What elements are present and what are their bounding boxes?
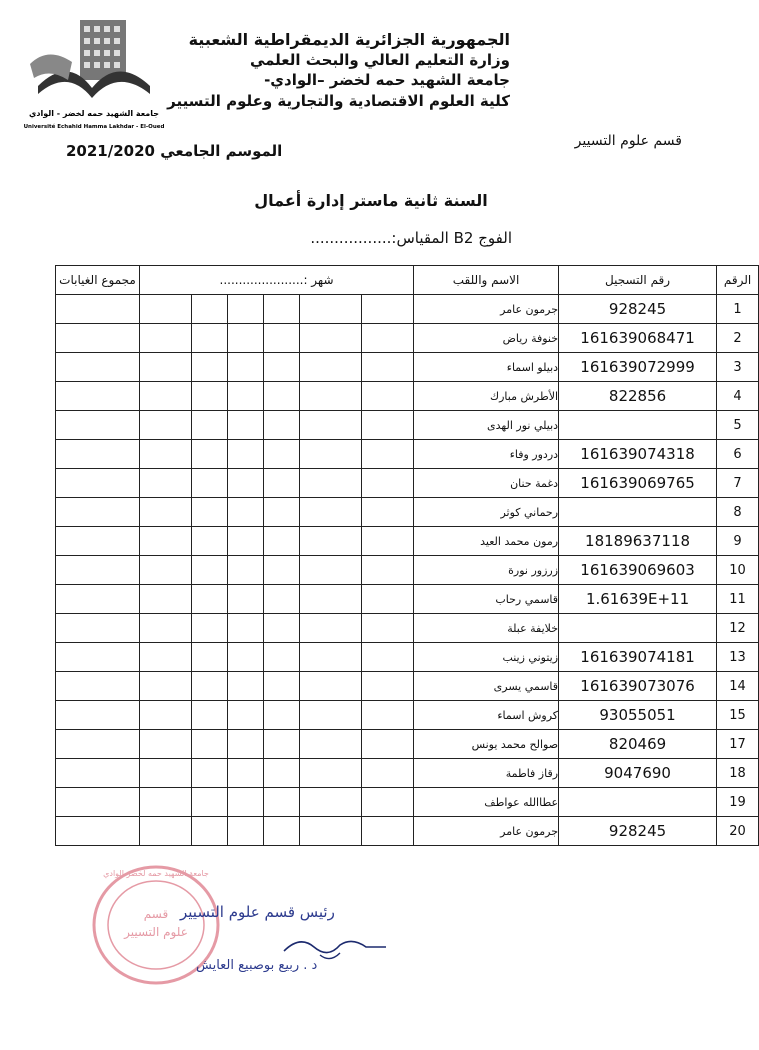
attendance-cell [362,614,414,643]
attendance-cell [140,353,192,382]
attendance-cell [362,730,414,759]
attendance-cell [300,295,362,324]
header-name: الاسم واللقب [414,266,559,295]
attendance-cell [264,817,300,846]
student-name: قاسمي رحاب [414,585,559,614]
table-row [56,701,759,730]
total-absences-cell [56,672,140,701]
attendance-cell [140,556,192,585]
attendance-cell [300,643,362,672]
student-name: زرزور نورة [414,556,559,585]
attendance-cell [192,701,228,730]
total-absences-cell [56,788,140,817]
attendance-cell [228,411,264,440]
row-number: 4 [717,382,759,411]
attendance-cell [264,527,300,556]
attendance-cell [300,382,362,411]
registration-number: 820469 [559,730,717,759]
attendance-cell [228,527,264,556]
attendance-cell [192,643,228,672]
row-number: 3 [717,353,759,382]
attendance-cell [300,701,362,730]
student-name: دبيلو اسماء [414,353,559,382]
row-number: 7 [717,469,759,498]
attendance-cell [192,817,228,846]
total-absences-cell [56,585,140,614]
total-absences-cell [56,295,140,324]
attendance-cell [228,440,264,469]
header-number: الرقم [717,266,759,295]
registration-number [559,411,717,440]
registration-number: 161639072999 [559,353,717,382]
table-header-row [56,266,759,295]
attendance-cell [192,788,228,817]
table-row [56,324,759,353]
row-number: 13 [717,643,759,672]
registration-number: 822856 [559,382,717,411]
attendance-cell [228,817,264,846]
attendance-cell [300,817,362,846]
attendance-cell [192,411,228,440]
attendance-cell [362,672,414,701]
stamp-center-text: علوم التسيير [124,925,188,939]
attendance-cell [264,759,300,788]
attendance-cell [300,353,362,382]
attendance-cell [264,498,300,527]
attendance-cell [192,295,228,324]
attendance-cell [192,527,228,556]
attendance-cell [362,759,414,788]
student-name: رقاز فاطمة [414,759,559,788]
attendance-cell [362,527,414,556]
attendance-cell [192,614,228,643]
attendance-cell [362,411,414,440]
attendance-cell [362,440,414,469]
attendance-cell [300,324,362,353]
header-ministry: وزارة التعليم العالي والبحث العلمي [249,51,510,69]
attendance-cell [140,585,192,614]
row-number: 8 [717,498,759,527]
attendance-cell [264,701,300,730]
total-absences-cell [56,353,140,382]
attendance-cell [192,672,228,701]
row-number: 12 [717,614,759,643]
student-name: خلايفة عبلة [414,614,559,643]
registration-number: 161639074318 [559,440,717,469]
row-number: 18 [717,759,759,788]
attendance-cell [228,730,264,759]
student-name: كروش اسماء [414,701,559,730]
total-absences-cell [56,440,140,469]
group-subject-line: الفوج B2 المقياس:................. [310,229,512,247]
row-number: 2 [717,324,759,353]
table-row [56,527,759,556]
total-absences-cell [56,411,140,440]
attendance-cell [192,324,228,353]
attendance-cell [300,556,362,585]
student-name: جرمون عامر [414,295,559,324]
student-name: الأطرش مبارك [414,382,559,411]
attendance-cell [362,295,414,324]
attendance-cell [192,382,228,411]
table-row [56,411,759,440]
table-row [56,469,759,498]
total-absences-cell [56,324,140,353]
total-absences-cell [56,556,140,585]
attendance-cell [228,353,264,382]
attendance-cell [362,643,414,672]
attendance-cell [264,295,300,324]
attendance-cell [300,788,362,817]
attendance-cell [300,469,362,498]
table-row [56,643,759,672]
row-number: 11 [717,585,759,614]
attendance-cell [264,324,300,353]
total-absences-cell [56,614,140,643]
header-total-absences: مجموع الغيابات [56,266,140,295]
attendance-cell [140,382,192,411]
table-row [56,440,759,469]
attendance-cell [228,295,264,324]
attendance-cell [300,585,362,614]
row-number: 15 [717,701,759,730]
student-name: رمون محمد العيد [414,527,559,556]
student-name: عطاالله عواطف [414,788,559,817]
signature-scribble [280,925,390,965]
department-name: قسم علوم التسيير [574,133,682,149]
header-registration: رقم التسجيل [559,266,717,295]
attendance-cell [140,527,192,556]
attendance-cell [140,295,192,324]
attendance-cell [140,817,192,846]
registration-number: 161639068471 [559,324,717,353]
attendance-cell [300,498,362,527]
attendance-cell [140,498,192,527]
student-name: قاسمي يسرى [414,672,559,701]
attendance-cell [192,730,228,759]
attendance-cell [300,614,362,643]
signature-title: رئيس قسم علوم التسيير [180,903,335,921]
attendance-cell [228,643,264,672]
table-row [56,672,759,701]
attendance-cell [264,382,300,411]
row-number: 9 [717,527,759,556]
registration-number: 1.61639E+11 [559,585,717,614]
attendance-cell [264,469,300,498]
attendance-cell [140,701,192,730]
row-number: 19 [717,788,759,817]
registration-number: 93055051 [559,701,717,730]
attendance-cell [264,614,300,643]
table-row [56,382,759,411]
attendance-cell [192,556,228,585]
registration-number: 161639074181 [559,643,717,672]
attendance-cell [192,498,228,527]
table-row [56,585,759,614]
attendance-cell [228,672,264,701]
attendance-table [55,265,759,846]
attendance-cell [300,672,362,701]
registration-number: 161639073076 [559,672,717,701]
attendance-cell [362,701,414,730]
attendance-cell [264,585,300,614]
attendance-cell [228,585,264,614]
total-absences-cell [56,817,140,846]
table-row [56,788,759,817]
row-number: 20 [717,817,759,846]
attendance-cell [140,614,192,643]
table-row [56,556,759,585]
header-republic: الجمهورية الجزائرية الديمقراطية الشعبية [188,30,510,49]
registration-number: 18189637118 [559,527,717,556]
total-absences-cell [56,527,140,556]
attendance-cell [140,672,192,701]
student-name: زيتوني زينب [414,643,559,672]
attendance-cell [264,730,300,759]
attendance-cell [228,788,264,817]
total-absences-cell [56,701,140,730]
attendance-cell [362,585,414,614]
attendance-cell [228,324,264,353]
total-absences-cell [56,469,140,498]
row-number: 10 [717,556,759,585]
registration-number: 9047690 [559,759,717,788]
attendance-cell [264,788,300,817]
attendance-cell [362,353,414,382]
attendance-cell [264,411,300,440]
table-row [56,759,759,788]
attendance-cell [140,759,192,788]
attendance-cell [140,440,192,469]
row-number: 6 [717,440,759,469]
total-absences-cell [56,759,140,788]
table-row [56,353,759,382]
row-number: 17 [717,730,759,759]
row-number: 5 [717,411,759,440]
attendance-cell [140,643,192,672]
student-name: دبيلي نور الهدى [414,411,559,440]
attendance-cell [300,730,362,759]
attendance-cell [362,498,414,527]
attendance-cell [300,440,362,469]
total-absences-cell [56,730,140,759]
academic-season: الموسم الجامعي 2021/2020 [66,142,283,160]
student-name: صوالح محمد يونس [414,730,559,759]
logo-text-arabic: جامعة الشهيد حمه لخضر - الوادي [29,109,159,118]
attendance-cell [192,440,228,469]
attendance-cell [300,759,362,788]
registration-number [559,498,717,527]
registration-number: 928245 [559,817,717,846]
attendance-cell [300,411,362,440]
attendance-cell [362,788,414,817]
header-faculty: كلية العلوم الاقتصادية والتجارية وعلوم التسيير [167,92,510,110]
table-row [56,498,759,527]
attendance-cell [300,527,362,556]
attendance-cell [192,469,228,498]
student-name: رحماني كوثر [414,498,559,527]
header-month: شهر :...................... [140,266,414,295]
attendance-cell [264,556,300,585]
attendance-cell [228,701,264,730]
registration-number: 161639069603 [559,556,717,585]
attendance-cell [228,614,264,643]
attendance-cell [192,759,228,788]
student-name: خنوفة رياض [414,324,559,353]
student-name: جرمون عامر [414,817,559,846]
registration-number: 161639069765 [559,469,717,498]
registration-number [559,614,717,643]
table-row [56,817,759,846]
class-title: السنة ثانية ماستر إدارة أعمال [254,191,488,210]
row-number: 14 [717,672,759,701]
attendance-cell [362,382,414,411]
attendance-cell [228,469,264,498]
attendance-cell [362,324,414,353]
student-name: دغمة حنان [414,469,559,498]
total-absences-cell [56,498,140,527]
registration-number [559,788,717,817]
attendance-cell [264,353,300,382]
student-name: دردور وفاء [414,440,559,469]
table-row [56,295,759,324]
registration-number: 928245 [559,295,717,324]
total-absences-cell [56,382,140,411]
logo-text-latin: Université Echahid Hamma Lakhdar - El-Oued [23,124,165,130]
attendance-cell [140,411,192,440]
attendance-cell [228,498,264,527]
university-logo [23,16,165,136]
table-row [56,730,759,759]
attendance-cell [228,382,264,411]
signature-name: د . ربيع بوصبيع العايش [196,958,318,973]
table-row [56,614,759,643]
attendance-cell [264,672,300,701]
attendance-cell [140,788,192,817]
attendance-cell [264,643,300,672]
header-university: جامعة الشهيد حمه لخضر –الوادي- [264,71,510,89]
attendance-cell [228,556,264,585]
attendance-cell [362,469,414,498]
total-absences-cell [56,643,140,672]
row-number: 1 [717,295,759,324]
attendance-cell [140,469,192,498]
attendance-cell [362,556,414,585]
attendance-cell [228,759,264,788]
attendance-cell [140,324,192,353]
stamp-center-label: قسم [143,907,169,921]
attendance-cell [140,730,192,759]
attendance-cell [362,817,414,846]
stamp-ring-text: جامعة الشهيد حمه لخضر الوادي [103,869,209,878]
attendance-cell [264,440,300,469]
attendance-cell [192,353,228,382]
attendance-cell [192,585,228,614]
